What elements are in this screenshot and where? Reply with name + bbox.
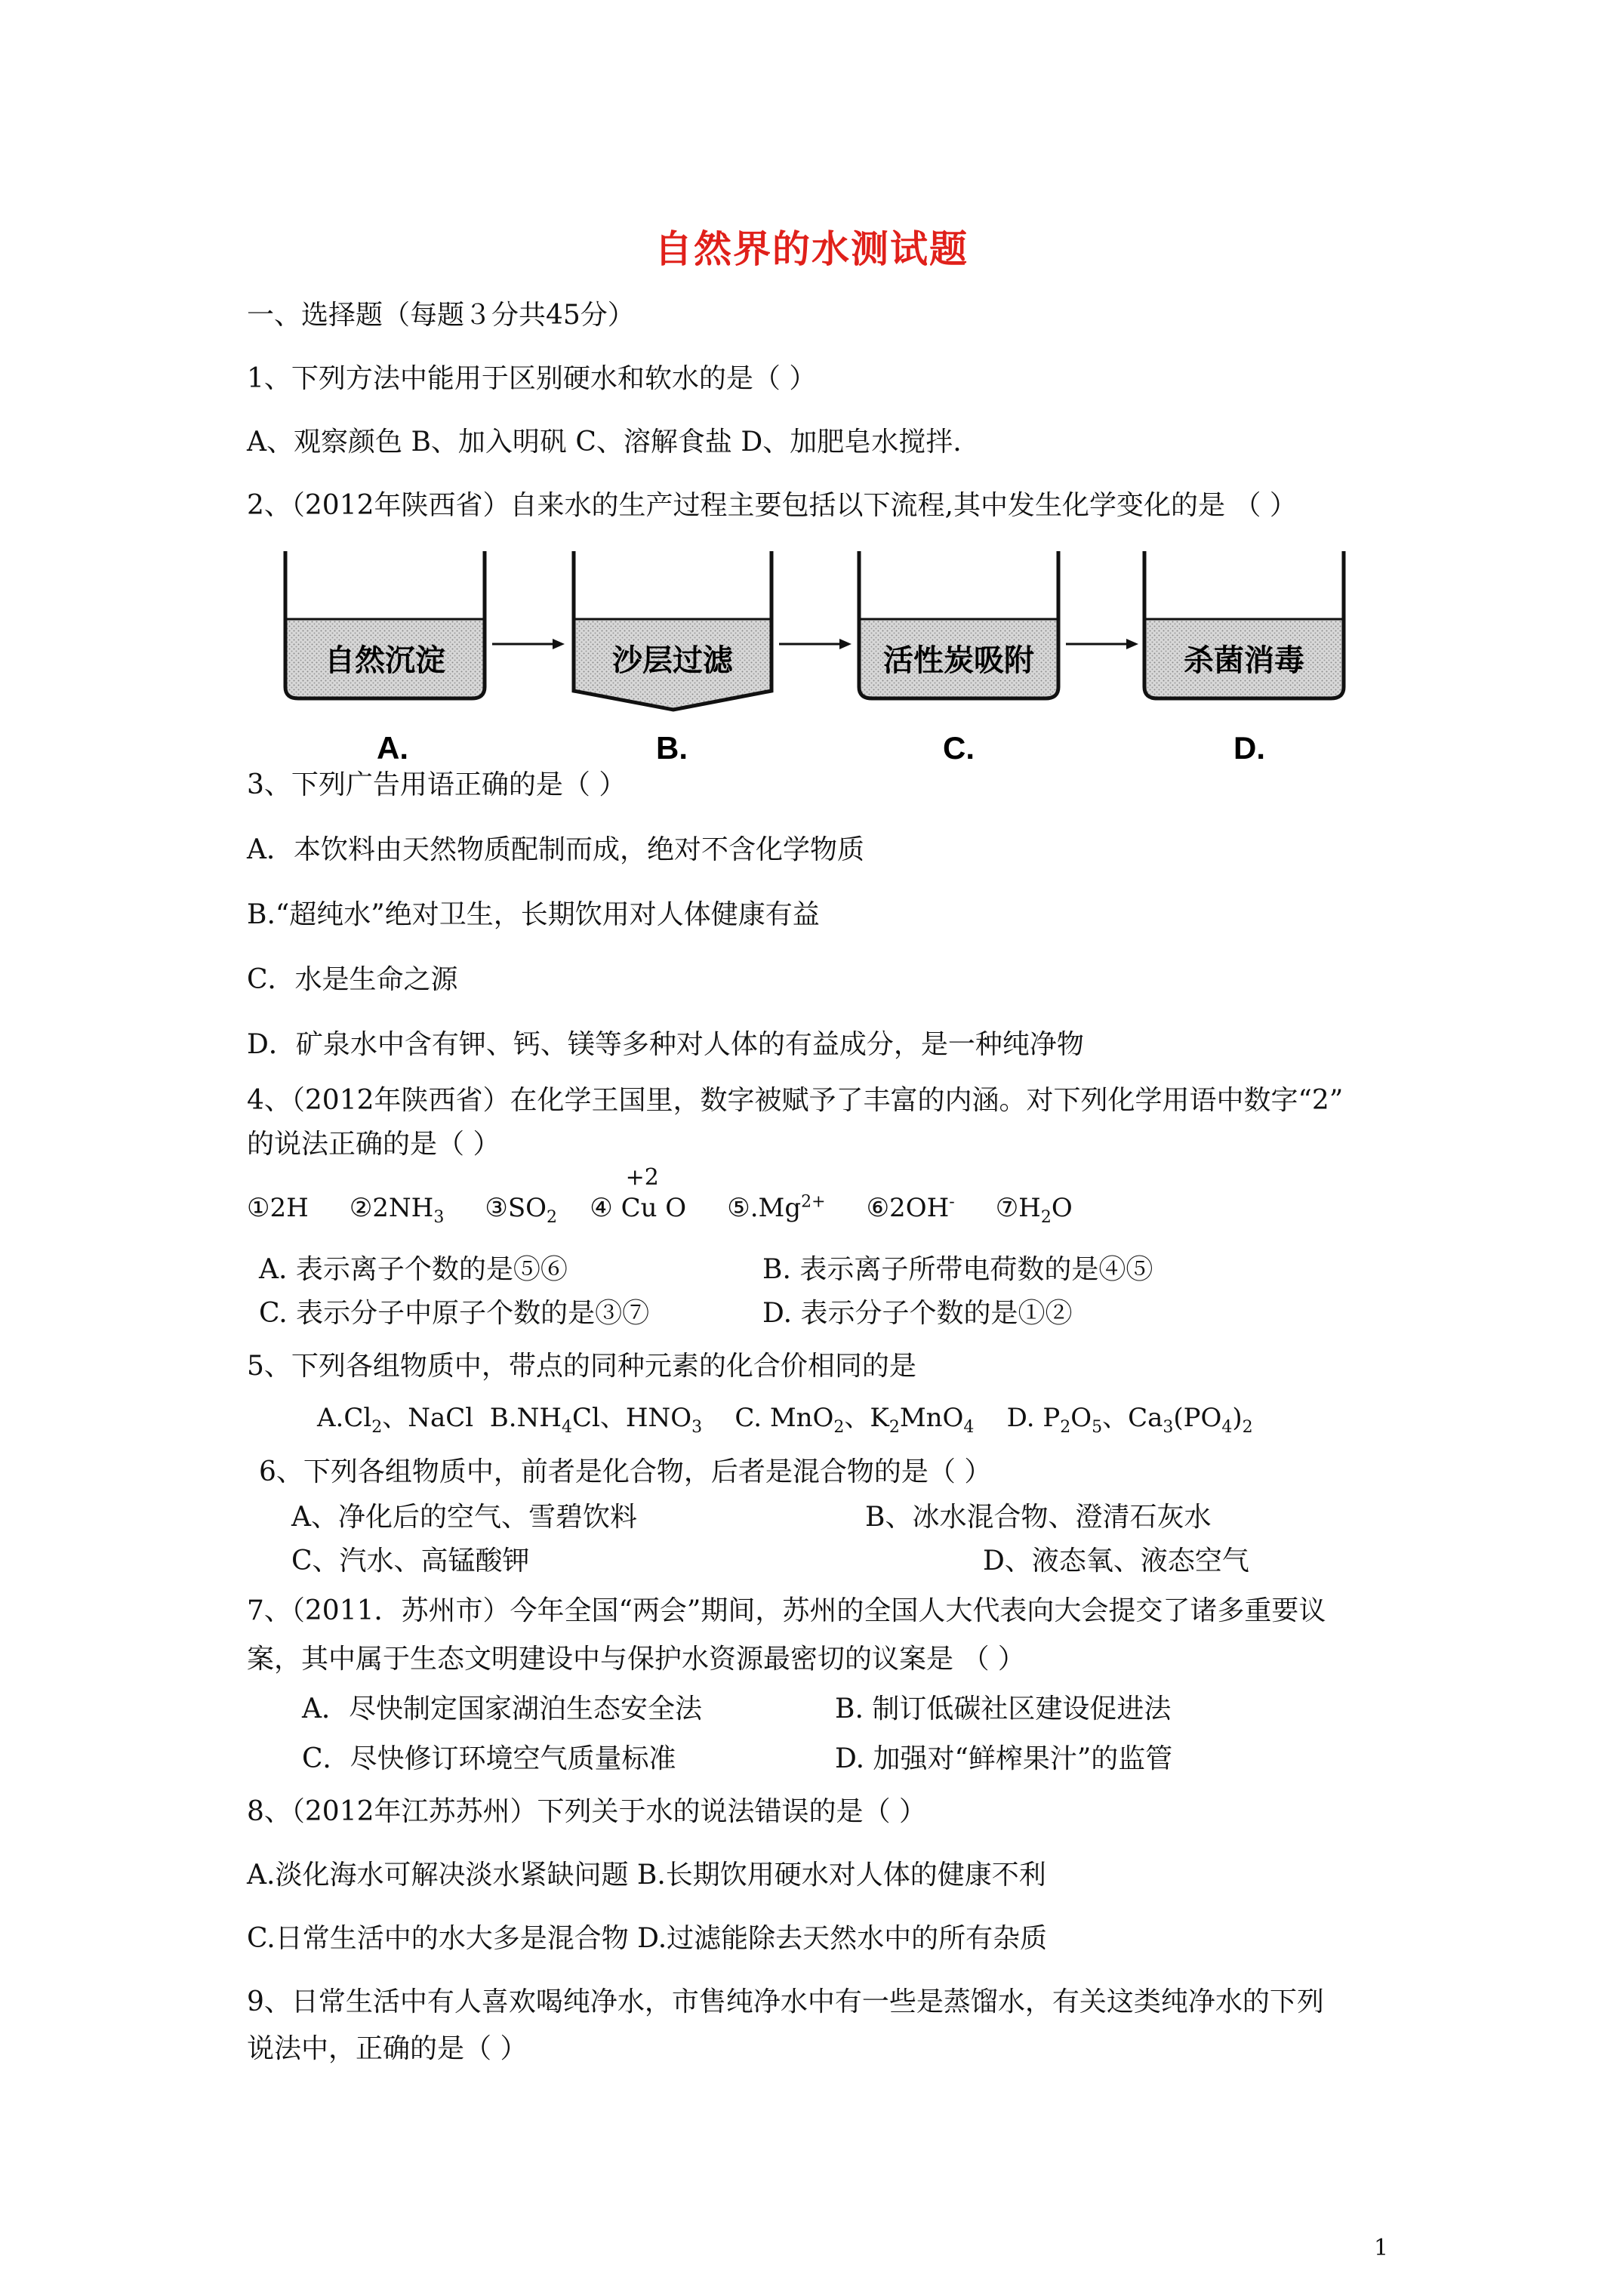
- formula-2: $②2NH_3$: [349, 1193, 445, 1227]
- question-7-stem-line2: 案，其中属于生态文明建设中与保护水资源最密切的议案是 （ ）: [247, 1644, 1025, 1675]
- formula-3: $③SO_2$: [485, 1193, 558, 1227]
- question-7-stem-line1: 7、（2011．苏州市）今年全国“两会”期间，苏州的全国人大代表向大会提交了诸多重要议: [247, 1595, 1326, 1626]
- tank-label-c: 活性炭吸附: [883, 643, 1034, 678]
- question-4-stem-line1: 4、（2012年陕西省）在化学王国里，数字被赋予了丰富的内涵。对下列化学用语中数字“2”: [247, 1085, 1344, 1116]
- formula-1: ①2H: [247, 1193, 309, 1223]
- question-4-stem-line2: 的说法正确的是（ ）: [247, 1129, 500, 1160]
- question-2-stem: 2、（2012年陕西省）自来水的生产过程主要包括以下流程,其中发生化学变化的是 （ ）: [247, 490, 1297, 521]
- tank-sand-filtration: [574, 551, 771, 710]
- question-3-option-d: D．矿泉水中含有钾、钙、镁等多种对人体的有益成分，是一种纯净物: [247, 1029, 1084, 1060]
- question-3-option-a: A．本饮料由天然物质配制而成，绝对不含化学物质: [247, 834, 864, 865]
- question-7-option-c: C．尽快修订环境空气质量标准: [302, 1743, 676, 1774]
- arrow-1: [492, 639, 565, 649]
- question-1-stem: 1、下列方法中能用于区别硬水和软水的是（ ）: [247, 363, 817, 394]
- tank-label-a: 自然沉淀: [325, 643, 445, 678]
- question-8-options-ab: A.淡化海水可解决淡水紧缺问题 B.长期饮用硬水对人体的健康不利: [247, 1860, 1046, 1891]
- question-5-option-d: D. $P_2O_5$、$Ca_3(PO_4)_2$: [1006, 1403, 1253, 1437]
- question-3-option-b: B.“超纯水”绝对卫生，长期饮用对人体健康有益: [247, 899, 820, 930]
- document-title: 自然界的水测试题: [654, 227, 969, 271]
- question-4-option-b: B. 表示离子所带电荷数的是④⑤: [762, 1254, 1153, 1285]
- question-6-option-a: A、净化后的空气、雪碧饮料: [291, 1502, 637, 1533]
- tank-label-b: 沙层过滤: [612, 643, 733, 678]
- arrow-2: [779, 639, 852, 649]
- tank-activated-carbon: [859, 551, 1058, 698]
- option-letter-a: A.: [377, 730, 408, 766]
- question-5-option-a: $A.Cl_2$、NaCl: [317, 1403, 474, 1437]
- question-8-options-cd: C.日常生活中的水大多是混合物 D.过滤能除去天然水中的所有杂质: [247, 1923, 1048, 1954]
- question-4-option-c: C. 表示分子中原子个数的是③⑦: [259, 1298, 650, 1329]
- option-letter-c: C.: [943, 730, 975, 766]
- question-3-stem: 3、下列广告用语正确的是（ ）: [247, 769, 627, 800]
- question-1-options: A、观察颜色 B、加入明矾 C、溶解食盐 D、加肥皂水搅拌.: [247, 427, 962, 458]
- question-6-option-b: B、冰水混合物、澄清石灰水: [865, 1502, 1212, 1533]
- question-4-formulas: [247, 1164, 1073, 1227]
- section-heading: 一、选择题（每题３分共45分）: [247, 300, 635, 331]
- formula-5: $⑤.Mg^{2+}$: [727, 1192, 826, 1223]
- question-7-option-d: D. 加强对“鲜榨果汁”的监管: [835, 1743, 1173, 1774]
- tank-natural-sedimentation: [285, 551, 485, 698]
- formula-6: ⑥2OH-: [866, 1192, 955, 1223]
- water-treatment-diagram: [279, 544, 1351, 770]
- question-7-option-a: A．尽快制定国家湖泊生态安全法: [302, 1693, 702, 1724]
- question-9-stem-line1: 9、日常生活中有人喜欢喝纯净水，市售纯净水中有一些是蒸馏水，有关这类纯净水的下列: [247, 1986, 1324, 2017]
- question-6-option-d: D、液态氧、液态空气: [983, 1546, 1249, 1576]
- question-6-option-c: C、汽水、高锰酸钾: [291, 1546, 530, 1576]
- question-5-stem: 5、下列各组物质中，带点的同种元素的化合价相同的是: [247, 1351, 916, 1382]
- formula-7: $⑦H_2O$: [995, 1193, 1073, 1227]
- option-letter-b: B.: [656, 730, 688, 766]
- question-5-option-c: C. MnO$_2$、$K_2MnO_4$: [735, 1403, 975, 1437]
- question-7-option-b: B. 制订低碳社区建设促进法: [835, 1693, 1172, 1724]
- formula-4: ④ +2 Cu O: [590, 1164, 687, 1223]
- question-6-stem: 6、下列各组物质中，前者是化合物，后者是混合物的是（ ）: [259, 1456, 992, 1487]
- question-5-option-b: $B.NH_4Cl$、$HNO_3$: [489, 1403, 703, 1437]
- question-5-options: [317, 1401, 1253, 1435]
- question-8-stem: 8、（2012年江苏苏州）下列关于水的说法错误的是（ ）: [247, 1796, 926, 1827]
- arrow-3: [1066, 639, 1138, 649]
- question-9-stem-line2: 说法中，正确的是（ ）: [247, 2033, 528, 2064]
- option-letter-d: D.: [1233, 730, 1265, 766]
- question-4-option-a: A. 表示离子个数的是⑤⑥: [259, 1254, 568, 1285]
- question-3-option-c: C．水是生命之源: [247, 964, 458, 995]
- tank-label-d: 杀菌消毒: [1184, 643, 1304, 678]
- tank-sterilization: [1144, 551, 1344, 698]
- page-number: 1: [1374, 2235, 1389, 2261]
- question-4-option-d: D. 表示分子个数的是①②: [762, 1298, 1073, 1329]
